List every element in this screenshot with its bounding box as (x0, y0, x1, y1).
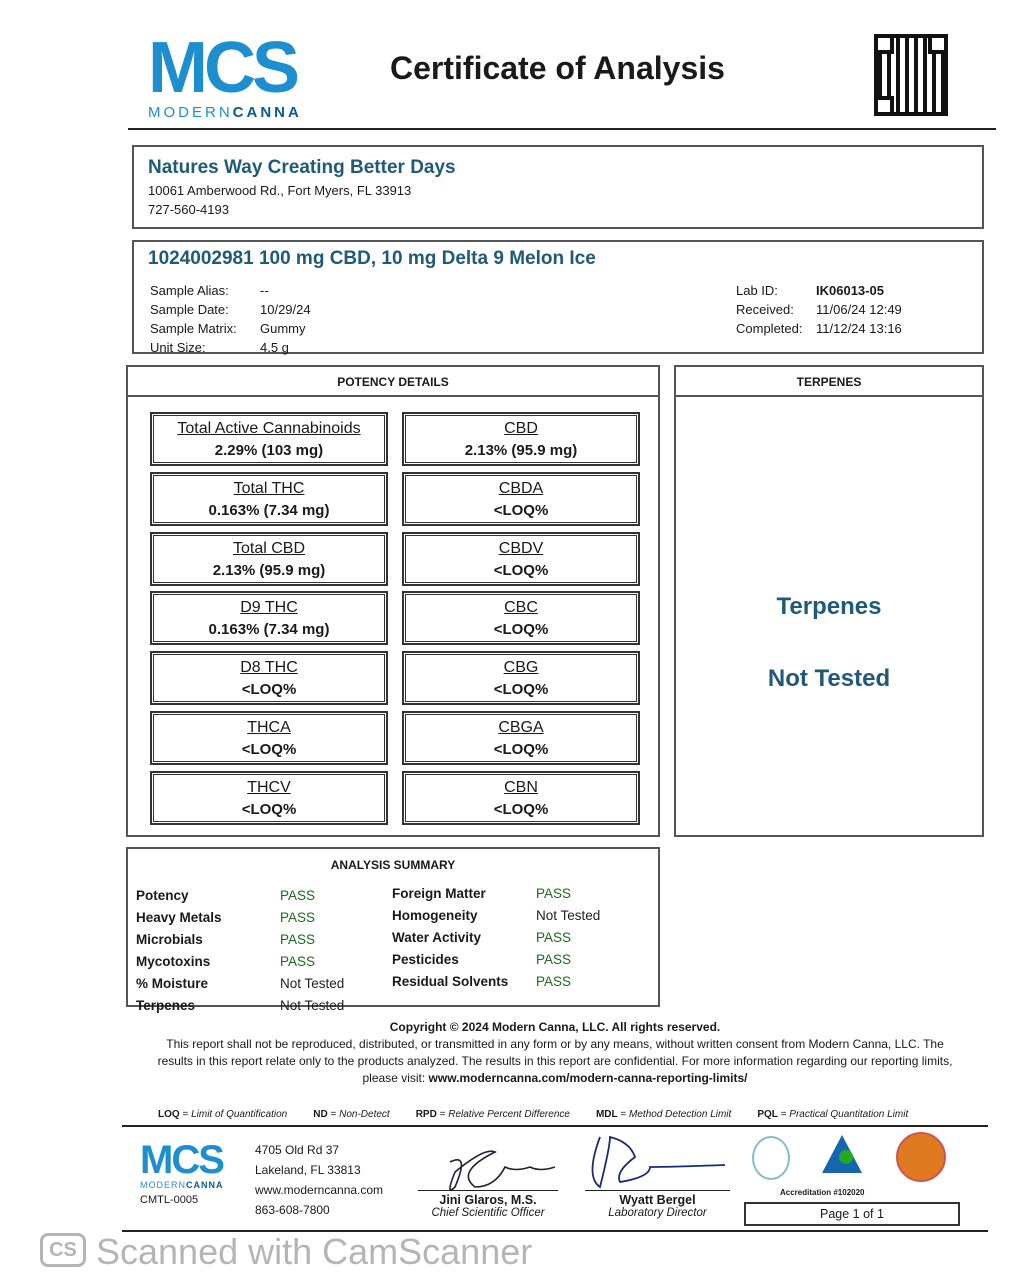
legend-abbr: RPD (415, 1109, 437, 1120)
analyte-name: Total THC (233, 480, 305, 497)
analyte-value: <LOQ% (493, 502, 549, 519)
potency-card-cbdv (402, 532, 640, 586)
camscanner-logo-icon: CS (40, 1233, 86, 1267)
analyte-value: 2.29% (103 mg) (214, 442, 324, 459)
analyte-name: D8 THC (240, 659, 298, 676)
potency-heading: POTENCY DETAILS (128, 367, 658, 397)
summary-label: Residual Solvents (392, 973, 509, 989)
summary-label: Terpenes (136, 997, 196, 1013)
client-phone: 727-560-4193 (148, 202, 229, 217)
footer-website[interactable]: www.moderncanna.com (255, 1183, 384, 1197)
legend-abbr: PQL (757, 1109, 778, 1120)
summary-label: Heavy Metals (136, 909, 222, 925)
legend-item: RPD = Relative Percent Difference (415, 1109, 570, 1120)
legend-def: Method Detection Limit (629, 1109, 732, 1120)
sample-info-left (148, 280, 313, 358)
copyright: Copyright © 2024 Modern Canna, LLC. All rights reserved. (389, 1020, 721, 1034)
state-seal-icon (896, 1132, 946, 1182)
legend-abbr: MDL (595, 1109, 618, 1120)
analyte-name: CBC (504, 599, 538, 616)
footer-logo-sub-bold: CANNA (186, 1180, 224, 1190)
legend-item: MDL = Method Detection Limit (595, 1109, 732, 1120)
analyte-value: <LOQ% (241, 801, 297, 818)
potency-card-thcv (150, 771, 388, 825)
analyte-name: CBN (504, 779, 538, 796)
accreditation-number: Accreditation #102020 (780, 1188, 865, 1197)
label: Completed: (736, 321, 803, 336)
disclaimer (155, 1019, 955, 1087)
sample-date: 10/29/24 (260, 302, 311, 317)
summary-row (392, 905, 650, 925)
certification-seal-icon (752, 1136, 790, 1180)
footer-divider-top (122, 1125, 988, 1127)
analyte-name: Total Active Cannabinoids (177, 420, 361, 437)
legend-abbr: ND (313, 1109, 328, 1120)
sample-title: 1024002981 100 mg CBD, 10 mg Delta 9 Melon Ice (148, 248, 596, 269)
signature-wyatt-bergel (580, 1127, 740, 1192)
summary-row (136, 951, 394, 971)
analyte-name: CBG (503, 659, 539, 676)
footer-address2: Lakeland, FL 33813 (255, 1163, 361, 1177)
qr-code[interactable] (874, 34, 948, 116)
summary-result: Not Tested (280, 997, 345, 1013)
analyte-value: 2.13% (95.9 mg) (212, 562, 326, 579)
label: Lab ID: (736, 283, 778, 298)
potency-card-cbd (402, 412, 640, 466)
terpenes-heading: TERPENES (676, 367, 982, 397)
summary-result: PASS (280, 953, 316, 969)
potency-card-cbc (402, 591, 640, 645)
analyte-name: THCA (247, 719, 291, 736)
legend-item: LOQ = Limit of Quantification (158, 1109, 288, 1120)
summary-right (390, 881, 652, 993)
logo-sub-bold: CANNA (232, 104, 302, 121)
analyte-value: <LOQ% (493, 801, 549, 818)
legend-def: Relative Percent Difference (448, 1109, 570, 1120)
label: Received: (736, 302, 794, 317)
footer-logo-sub-light: MODERN (140, 1180, 186, 1190)
camscanner-watermark (40, 1233, 532, 1270)
legend-def: Non-Detect (339, 1109, 390, 1120)
abbreviation-legend (158, 1106, 988, 1121)
summary-row (392, 971, 650, 991)
analyte-name: CBDA (498, 480, 544, 497)
client-box (132, 145, 984, 229)
summary-result: PASS (536, 951, 572, 967)
signer1-title: Chief Scientific Officer (431, 1207, 545, 1219)
terpenes-panel (674, 365, 984, 837)
potency-card-total-thc (150, 472, 388, 526)
summary-heading: ANALYSIS SUMMARY (330, 858, 456, 872)
sample-alias: -- (260, 283, 269, 298)
unit-size: 4.5 g (260, 340, 289, 355)
sample-info-right (734, 280, 904, 339)
legend-item: ND = Non-Detect (313, 1109, 390, 1120)
completed-date: 11/12/24 13:16 (816, 321, 902, 336)
label: Sample Date: (150, 302, 229, 317)
analyte-value: <LOQ% (241, 741, 297, 758)
potency-card-d9-thc (150, 591, 388, 645)
summary-row (136, 929, 394, 949)
analyte-name: D9 THC (240, 599, 298, 616)
summary-label: Homogeneity (392, 907, 478, 923)
signer2-name: Wyatt Bergel (619, 1193, 696, 1207)
summary-label: Mycotoxins (136, 953, 211, 969)
summary-result: PASS (280, 909, 316, 925)
summary-label: % Moisture (136, 975, 209, 991)
summary-row (136, 995, 394, 1015)
summary-label: Foreign Matter (392, 885, 486, 901)
signer2-title: Laboratory Director (608, 1207, 707, 1219)
summary-left (134, 883, 396, 1017)
analyte-value: <LOQ% (493, 681, 549, 698)
company-logo (148, 28, 302, 121)
summary-result: PASS (280, 887, 316, 903)
summary-label: Potency (136, 887, 189, 903)
summary-row (136, 907, 394, 927)
label: Sample Alias: (150, 283, 229, 298)
signer2 (585, 1190, 730, 1219)
analyte-name: CBDV (498, 540, 544, 557)
reporting-limits-link[interactable]: www.moderncanna.com/modern-canna-reporting-limits/ (428, 1071, 748, 1085)
potency-card-cbg (402, 651, 640, 705)
lab-id: IK06013-05 (816, 283, 884, 298)
legend-def: Limit of Quantification (191, 1109, 288, 1120)
analyte-name: CBD (504, 420, 538, 437)
label: Unit Size: (150, 340, 206, 355)
sample-matrix: Gummy (260, 321, 306, 336)
summary-row (392, 927, 650, 947)
analyte-value: 0.163% (7.34 mg) (208, 502, 330, 519)
page-title: Certificate of Analysis (390, 50, 725, 86)
terpenes-status-line2: Not Tested (767, 665, 891, 692)
client-address: 10061 Amberwood Rd., Fort Myers, FL 33913 (148, 183, 412, 198)
footer-address1: 4705 Old Rd 37 (255, 1143, 340, 1157)
sample-box (132, 240, 984, 354)
legend-item: PQL = Practical Quantitation Limit (757, 1109, 909, 1120)
summary-row (392, 883, 650, 903)
accreditation-logo-icon (820, 1133, 864, 1177)
label: Sample Matrix: (150, 321, 237, 336)
client-name: Natures Way Creating Better Days (148, 157, 456, 178)
watermark-text: Scanned with CamScanner (96, 1231, 533, 1272)
potency-card-cbda (402, 472, 640, 526)
summary-label: Pesticides (392, 951, 459, 967)
footer-phone: 863-608-7800 (255, 1203, 330, 1217)
summary-result: PASS (280, 931, 316, 947)
disclaimer-text: This report shall not be reproduced, distributed, or transmitted in any form or by any means, without written consent from Modern Canna, LLC. The results in this report relate only to the products analyzed. The results in this report are confidential. For more information regarding our reporting limits, please visit: (157, 1037, 953, 1085)
summary-result: Not Tested (536, 907, 601, 923)
summary-row (136, 885, 394, 905)
analyte-value: <LOQ% (493, 562, 549, 579)
summary-result: PASS (536, 973, 572, 989)
analyte-value: <LOQ% (493, 621, 549, 638)
signature-jini-glaros (410, 1132, 560, 1192)
legend-abbr: LOQ (158, 1109, 180, 1120)
potency-card-cbga (402, 711, 640, 765)
summary-row (392, 949, 650, 969)
page-indicator: Page 1 of 1 (744, 1202, 960, 1226)
analyte-value: <LOQ% (493, 741, 549, 758)
footer-logo-text: MCS (140, 1138, 223, 1182)
summary-row (136, 973, 394, 993)
analyte-value: 0.163% (7.34 mg) (208, 621, 330, 638)
summary-result: PASS (536, 929, 572, 945)
signer1-name: Jini Glaros, M.S. (439, 1193, 537, 1207)
license-number: CMTL-0005 (140, 1194, 199, 1206)
potency-card-total-cbd (150, 532, 388, 586)
terpenes-status-line1: Terpenes (776, 593, 882, 620)
summary-result: PASS (536, 885, 572, 901)
header-divider (128, 128, 996, 130)
logo-text: MCS (148, 28, 296, 108)
potency-card-d8-thc (150, 651, 388, 705)
analysis-summary-panel (126, 847, 660, 1013)
analyte-name: Total CBD (232, 540, 306, 557)
footer-logo (140, 1140, 224, 1206)
analyte-name: THCV (247, 779, 291, 796)
received-date: 11/06/24 12:49 (816, 302, 902, 317)
analyte-value: <LOQ% (241, 681, 297, 698)
signer1 (418, 1190, 558, 1219)
summary-label: Water Activity (392, 929, 482, 945)
analyte-value: 2.13% (95.9 mg) (464, 442, 578, 459)
summary-result: Not Tested (280, 975, 345, 991)
analyte-name: CBGA (498, 719, 544, 736)
logo-sub-light: MODERN (148, 104, 233, 121)
potency-card-thca (150, 711, 388, 765)
potency-card-cbn (402, 771, 640, 825)
summary-label: Microbials (136, 931, 203, 947)
potency-card-total-active-cannabinoids (150, 412, 388, 466)
legend-def: Practical Quantitation Limit (789, 1109, 909, 1120)
footer-contact (255, 1140, 383, 1220)
